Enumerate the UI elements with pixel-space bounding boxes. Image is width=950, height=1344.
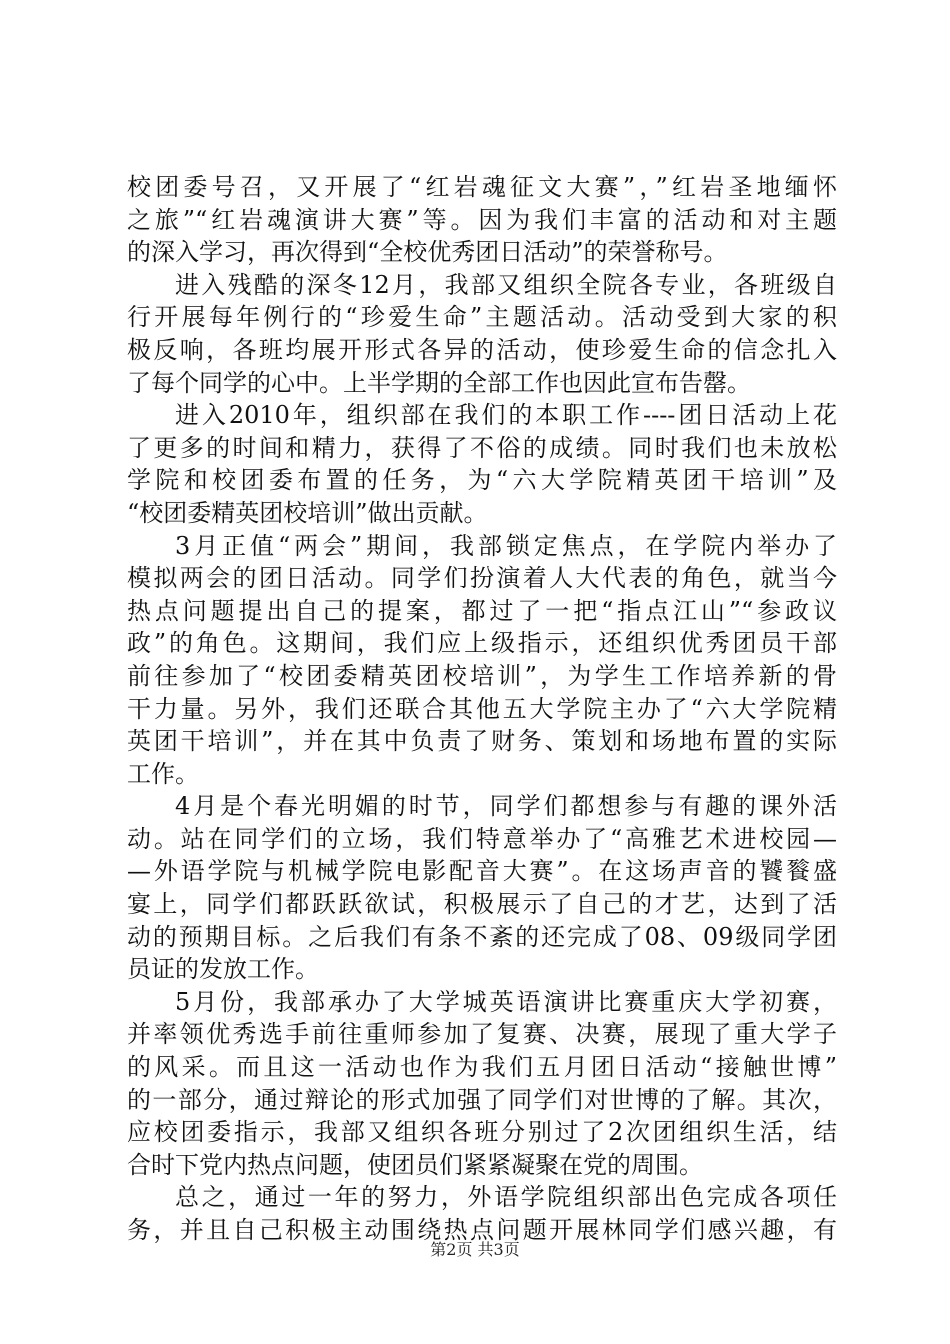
text-line: 模拟两会的团日活动。同学们扮演着人大代表的角色，就当今 <box>127 564 837 593</box>
text-line: 之旅”“红岩魂演讲大赛”等。因为我们丰富的活动和对主题 <box>127 205 837 234</box>
text-line: 应校团委指示，我部又组织各班分别过了2次团组织生活，结 <box>127 1118 837 1147</box>
text-line: 学院和校团委布置的任务，为“六大学院精英团干培训”及 <box>127 466 837 495</box>
text-line: 员证的发放工作。 <box>127 955 319 984</box>
text-line: 并率领优秀选手前往重师参加了复赛、决赛，展现了重大学子 <box>127 1020 837 1049</box>
text-line: 的深入学习，再次得到“全校优秀团日活动”的荣誉称号。 <box>127 238 728 267</box>
text-line: 工作。 <box>127 759 199 788</box>
text-line: 校团委号召，又开展了“红岩魂征文大赛”，”红岩圣地缅怀 <box>127 173 837 201</box>
text-line: 了更多的时间和精力，获得了不俗的成绩。同时我们也未放松 <box>127 433 837 462</box>
text-line: 英团干培训”，并在其中负责了财务、策划和场地布置的实际 <box>127 727 837 756</box>
text-line: 前往参加了“校团委精英团校培训”，为学生工作培养新的骨 <box>127 661 837 690</box>
text-line: 行开展每年例行的“珍爱生命”主题活动。活动受到大家的积 <box>127 303 837 332</box>
text-line: 政”的角色。这期间，我们应上级指示，还组织优秀团员干部 <box>127 629 837 658</box>
text-line: 宴上，同学们都跃跃欲试，积极展示了自己的才艺，达到了活 <box>127 890 837 919</box>
text-line: 动的预期目标。之后我们有条不紊的还完成了08、09级同学团 <box>127 922 837 951</box>
text-line: 的风采。而且这一活动也作为我们五月团日活动“接触世博” <box>127 1053 837 1082</box>
text-line: 干力量。另外，我们还联合其他五大学院主办了“六大学院精 <box>127 694 837 723</box>
text-line: 4月是个春光明媚的时节，同学们都想参与有趣的课外活 <box>175 792 837 821</box>
text-line: 动。站在同学们的立场，我们特意举办了“高雅艺术进校园— <box>127 824 837 853</box>
body-text <box>127 171 837 1247</box>
text-line: 进入2010年，组织部在我们的本职工作----团日活动上花 <box>175 401 837 430</box>
text-line: 务，并且自己积极主动围绕热点问题开展林同学们感兴趣，有 <box>127 1216 837 1244</box>
page-footer: 第2页 共3页 <box>430 1240 520 1259</box>
text-line: 极反响，各班均展开形式各异的活动，使珍爱生命的信念扎入 <box>127 335 837 364</box>
text-line: 的一部分，通过辩论的形式加强了同学们对世博的了解。其次， <box>127 1085 837 1114</box>
text-line: 热点问题提出自己的提案，都过了一把“指点江山”“参政议 <box>127 596 837 625</box>
text-line: 3月正值“两会”期间，我部锁定焦点，在学院内举办了 <box>175 531 837 560</box>
text-line: 进入残酷的深冬12月，我部又组织全院各专业，各班级自 <box>175 270 837 299</box>
text-line: 了每个同学的心中。上半学期的全部工作也因此宣布告罄。 <box>127 368 751 397</box>
text-line: 合时下党内热点问题，使团员们紧紧凝聚在党的周围。 <box>127 1150 703 1179</box>
text-line: 总之，通过一年的努力，外语学院组织部出色完成各项任 <box>175 1183 837 1212</box>
text-line: —外语学院与机械学院电影配音大赛”。在这场声音的饕餮盛 <box>127 857 837 886</box>
text-line: “校团委精英团校培训”做出贡献。 <box>127 498 488 527</box>
text-line: 5月份，我部承办了大学城英语演讲比赛重庆大学初赛， <box>175 987 837 1016</box>
